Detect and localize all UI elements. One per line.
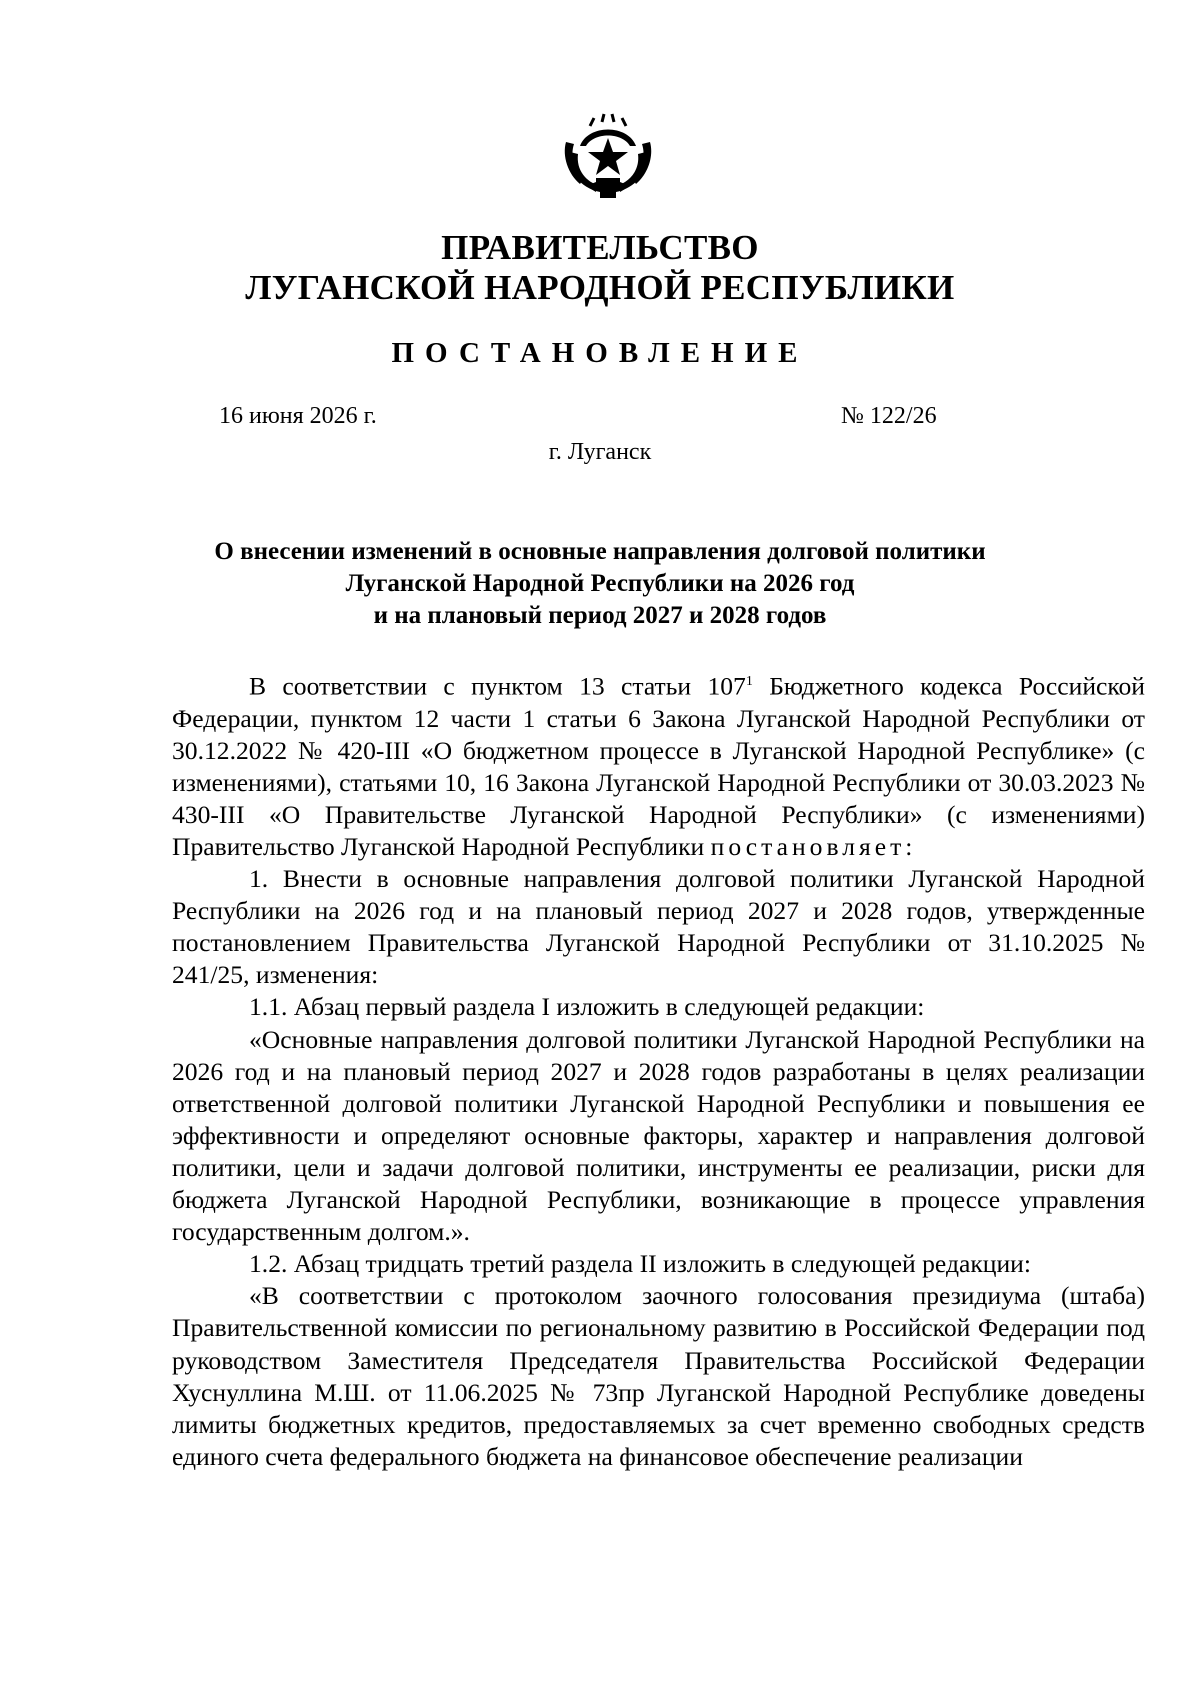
document-title xyxy=(0,536,1200,632)
document-date: 16 июня 2026 г. xyxy=(219,403,377,429)
document-type: ПОСТАНОВЛЕНИЕ xyxy=(391,337,809,369)
organization-name-line1: ПРАВИТЕЛЬСТВО xyxy=(441,228,759,267)
title-line: Луганской Народной Республики на 2026 год xyxy=(345,570,855,597)
preamble-text-cont: Бюджетного кодекса Российской Федерации, пунктом 12 части 1 статьи 6 Закона Луганской Народной Республики от 30.12.2022 № 420-III «О бюджетном процессе в Луганской Народной Республике» (с изменениями), статьями 10, 16 Закона Луганской Народной Республики от 30.03.2023 № 430-III «О Правительстве Луганской Народной Республики» (с изменениями) Правительство Луганской Народной Республики xyxy=(172,671,1146,861)
preamble-text: В соответствии с пунктом 13 статьи 107 xyxy=(249,671,746,701)
preamble-paragraph xyxy=(172,666,1145,863)
paragraph-1-2: 1.2. Абзац тридцать третий раздела II изложить в следующей редакции: xyxy=(249,1249,1031,1279)
organization-name-line2: ЛУГАНСКОЙ НАРОДНОЙ РЕСПУБЛИКИ xyxy=(245,268,955,307)
paragraph-1-1: 1.1. Абзац первый раздела I изложить в следующей редакции: xyxy=(249,992,925,1022)
document-number: № 122/26 xyxy=(841,403,937,429)
superscript: 1 xyxy=(745,674,753,689)
document-body xyxy=(172,666,1145,1473)
title-line: О внесении изменений в основные направления долговой политики xyxy=(214,538,986,565)
title-line: и на плановый период 2027 и 2028 годов xyxy=(373,602,827,629)
quoted-paragraph: «Основные направления долговой политики Луганской Народной Республики на 2026 год и на плановый период 2027 и 2028 годов разработаны в целях реализации ответственной долговой политики Луганской Народной Республики и повышения ее эффективности и определяют основные факторы, характер и направления долговой политики, цели и задачи долговой политики, инструменты ее реализации, риски для бюджета Луганской Народной Республики, возникающие в процессе управления государственным долгом.». xyxy=(172,1024,1145,1247)
paragraph-1: 1. Внести в основные направления долговой политики Луганской Народной Республики на 2026 год и на плановый период 2027 и 2028 годов, утвержденные постановлением Правительства Луганской Народной Республики от 31.10.2025 № 241/25, изменения: xyxy=(172,864,1145,990)
state-emblem-icon xyxy=(560,112,656,200)
resolution-verb: постановляет: xyxy=(710,832,917,861)
quoted-paragraph: «В соответствии с протоколом заочного голосования президиума (штаба) Правительственной комиссии по региональному развитию в Российской Федерации под руководством Заместителя Председателя Правительства Российской Федерации Хуснуллина М.Ш. от 11.06.2025 № 73пр Луганской Народной Республике доведены лимиты бюджетных кредитов, предоставляемых за счет временно свободных средств единого счета федерального бюджета на финансовое обеспечение реализации xyxy=(172,1281,1145,1471)
document-city: г. Луганск xyxy=(548,439,652,465)
